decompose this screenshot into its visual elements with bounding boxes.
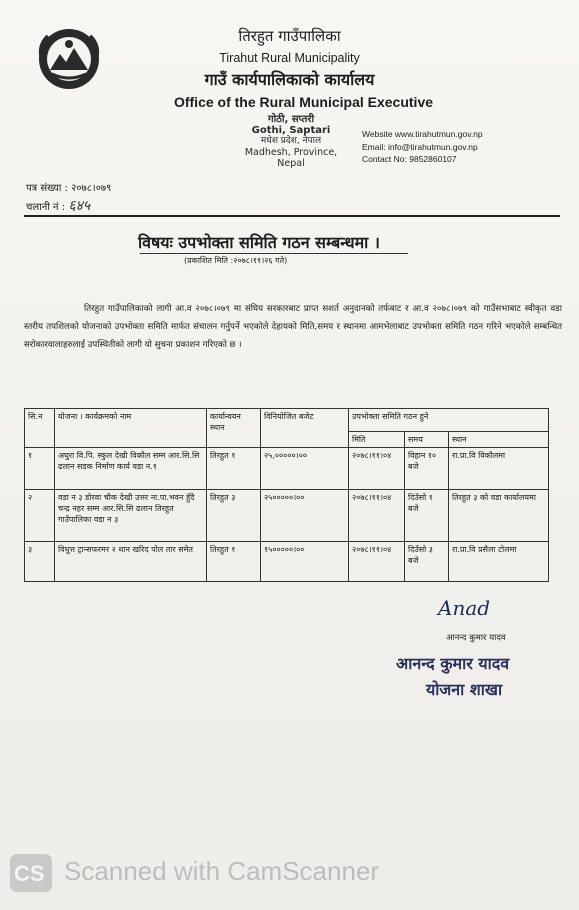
cell-place: तिरहुत ३ को वडा कार्यालयमा — [449, 490, 549, 542]
phone-text: Contact No: 9852860107 — [362, 154, 457, 164]
notice-body: तिरहुत गाउँपालिकाको लागी आ.व २०७८।०७९ मा संघिय सरकारबाट प्राप्त सशर्त अनुदानको तर्फबाट र आ.व २०७८।०७९ को गाउँसभाबाट स्वीकृत वडा स्तरीय तपशिलको योजनाको उपभोक्ता समिति मार्फत संचालन गर्नुपर्ने भएकोले देहायको मिति,समय र स्थानमा आमभेलाबाट उपभोक्ता समिति गठन गरिने भएकोले सम्बन्धित सरोकारवालाहरुलाई उपस्थितीको लागी यो सुचना प्रकाशन गरिएको छ । — [24, 304, 562, 350]
col-header-budget: विनियोजित बजेट — [261, 409, 349, 448]
name-stamp: आनन्द कुमार यादव — [396, 654, 510, 673]
camscanner-logo-text: CS — [14, 861, 45, 886]
cell-project: अघुरा वि.पि. स्कुल देखी विकौल सम्म आर.सि.सि ढलान सडक निर्माण कार्य वडा न.१ — [55, 448, 207, 490]
col-header-formation: उपभोक्ता समिति गठन हुने — [349, 409, 549, 432]
dispatch-number-label: चलानी नं : — [26, 202, 66, 213]
signatory-name: आनन्द कुमार यादव — [446, 633, 506, 643]
cell-sn: १ — [25, 448, 55, 490]
cell-budget: २५०००००।०० — [261, 490, 349, 542]
website-text: Website www.tirahutmun.gov.np — [362, 129, 483, 139]
published-date: (प्रकाशित मिति :२०७८।११।२६ गते) — [184, 256, 288, 265]
col-header-place: स्थान — [449, 432, 549, 448]
header-divider — [24, 215, 560, 217]
subject-underline — [140, 253, 408, 254]
handwritten-signature: Anad — [438, 596, 491, 620]
cell-project: वडा न ३ डोरवा चौक देखी उत्तर ना.पा.भवन हुँदै चन्द्र नहर सम्म आर.सि.सि ढलान तिरहुत गाउँपालिका वडा न ३ — [55, 490, 207, 542]
cell-time: विहान १० बजे — [405, 448, 449, 490]
municipality-name-np: तिरहुत गाउँपालिका — [238, 27, 341, 45]
cell-time: दिउँसो १ बजे — [405, 490, 449, 542]
cell-project: विधुत्त ट्रान्सफरमर २ थान खरिद पोल तार समेत — [55, 542, 207, 582]
letter-number — [26, 180, 111, 194]
cell-date: २०७८।११।०४ — [349, 448, 405, 490]
col-header-project: योजना । कार्यक्रमको नाम — [55, 409, 207, 448]
cell-budget: १५०००००।०० — [261, 542, 349, 582]
stamp-line: गोठी, सप्तरी — [267, 114, 315, 125]
camscanner-logo — [10, 854, 52, 892]
email-text: Email: info@tirahutmun.gov.np — [362, 141, 478, 152]
cell-sn: ३ — [25, 542, 55, 582]
cell-location: तिरहुत १ — [207, 448, 261, 490]
address-stamp — [232, 114, 350, 178]
contact-block — [362, 128, 483, 166]
office-name-en: Office of the Rural Municipal Executive — [173, 94, 434, 110]
col-header-date: मिति — [349, 432, 405, 448]
col-header-location: कार्यान्वयन स्थान — [207, 409, 261, 448]
table-header-row — [25, 409, 549, 432]
office-name-np: गाउँ कार्यपालिकाको कार्यालय — [204, 70, 375, 89]
cell-time: दिउँसो ३ बजे — [405, 542, 449, 582]
stamp-line: Gothi, Saptari — [251, 125, 331, 136]
cell-location: तिरहुत १ — [207, 542, 261, 582]
col-header-time: समय — [405, 432, 449, 448]
cell-sn: २ — [25, 490, 55, 542]
col-header-sn: सि.न — [25, 409, 55, 448]
dispatch-number — [26, 196, 90, 215]
stamp-line: मधेश प्रदेश, नेपाल — [260, 136, 322, 146]
subject-line: विषयः उपभोक्ता समिति गठन सम्बन्धमा । — [138, 233, 380, 252]
role-stamp: योजना शाखा — [426, 680, 503, 699]
table-row — [25, 448, 549, 490]
letter-number-label: पत्र संख्या : — [26, 183, 68, 194]
table-row — [25, 542, 549, 582]
cell-date: २०७८।११।०४ — [349, 490, 405, 542]
cell-budget: २५,०००००।०० — [261, 448, 349, 490]
dispatch-number-value: ६४५ — [68, 198, 91, 214]
table-row — [25, 490, 549, 542]
letter-number-value: २०७८।०७९ — [71, 183, 112, 194]
camscanner-watermark: Scanned with CamScanner — [64, 856, 380, 886]
stamp-line: Madhesh, Province, Nepal — [244, 147, 338, 169]
cell-date: २०७८।११।०४ — [349, 542, 405, 582]
cell-location: तिरहुत ३ — [207, 490, 261, 542]
cell-place: रा.प्रा.वि प्रसैला टोलमा — [449, 542, 549, 582]
municipality-name-en: Tirahut Rural Municipality — [219, 51, 360, 65]
cell-place: रा.प्रा.वि विकौलमा — [449, 448, 549, 490]
projects-table — [24, 408, 549, 582]
